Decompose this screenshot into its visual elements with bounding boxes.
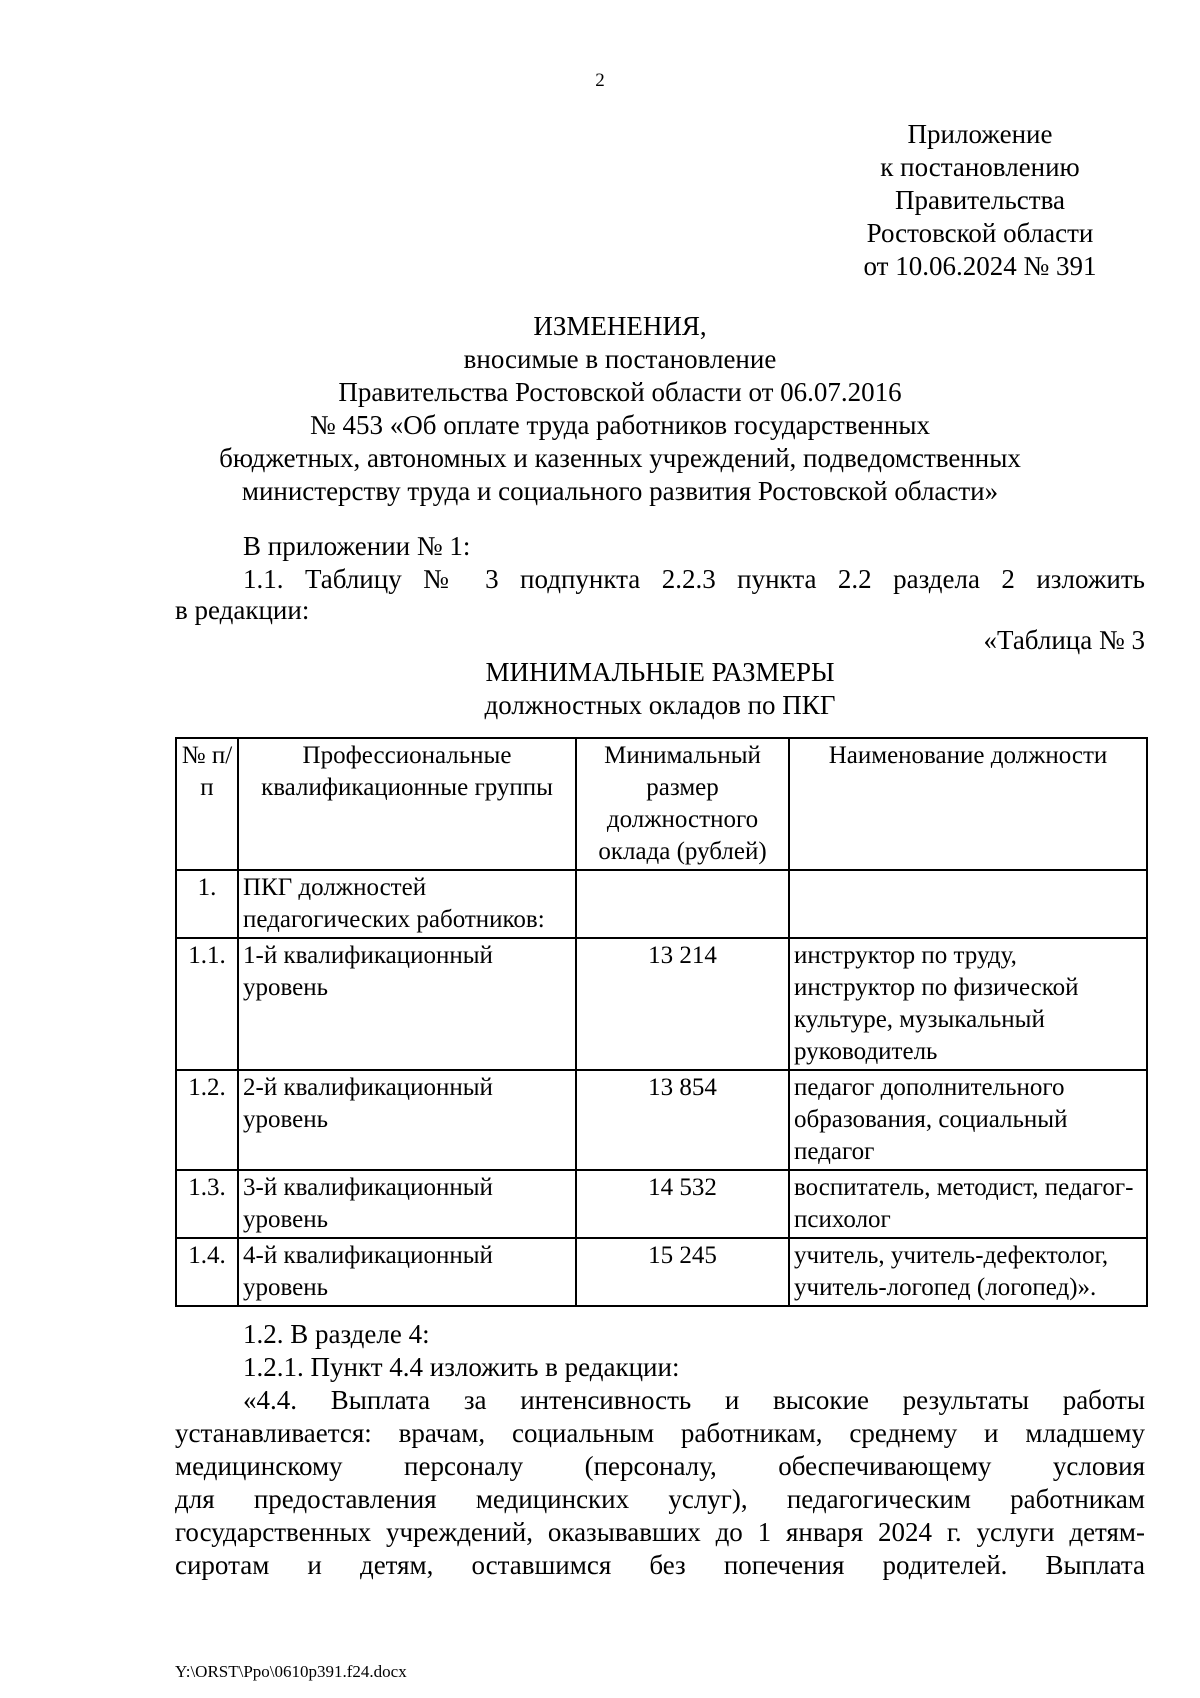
body-line: «4.4. Выплата за интенсивность и высокие результаты работы [243,1385,1145,1415]
table-header-row [176,738,1147,870]
heading-line: № 453 «Об оплате труда работников государственных [310,410,930,440]
page-number: 2 [595,70,605,91]
row-position: учитель, учитель-дефектолог, учитель-логопед (логопед)». [789,1238,1147,1306]
document-heading [170,310,1070,508]
header-position: Наименование должности [789,738,1147,870]
appendix-line: от 10.06.2024 № 391 [863,251,1097,281]
row-group: 3-й квалификационный уровень [238,1170,576,1238]
heading-line: вносимые в постановление [463,344,777,374]
appendix-line: Правительства [895,185,1065,215]
salary-table [175,737,1148,1307]
header-num: № п/п [176,738,238,870]
point-4-4-item: 1.2.1. Пункт 4.4 изложить в редакции: [243,1352,680,1382]
table-row [176,938,1147,1070]
appendix-line: Ростовской области [866,218,1094,248]
row-num: 1.2. [176,1070,238,1170]
heading-line: Правительства Ростовской области от 06.07.2016 [338,377,902,407]
row-salary: 14 532 [576,1170,789,1238]
heading-line: министерству труда и социального развития Ростовской области» [241,476,999,506]
table-title-line: МИНИМАЛЬНЫЕ РАЗМЕРЫ [485,657,835,687]
header-salary: Минимальный размер должностного оклада (рублей) [576,738,789,870]
section-4-item: 1.2. В разделе 4: [243,1319,430,1349]
table-label: «Таблица № 3 [983,625,1145,655]
row-num: 1.4. [176,1238,238,1306]
heading-title: ИЗМЕНЕНИЯ, [533,311,707,341]
appendix-line: Приложение [907,119,1053,149]
row-num: 1. [176,870,238,938]
row-group: 1-й квалификационный уровень [238,938,576,1070]
item-1-1-continuation: в редакции: [175,595,310,625]
row-position [789,870,1147,938]
table-row [176,870,1147,938]
table-subtitle-line: должностных окладов по ПКГ [484,690,836,720]
table-row [176,1070,1147,1170]
appendix-block [830,118,1130,283]
table-title [175,656,1145,722]
row-salary [576,870,789,938]
row-position: инструктор по труду, инструктор по физической культуре, музыкальный руководитель [789,938,1147,1070]
row-position: воспитатель, методист, педагог-психолог [789,1170,1147,1238]
item-1-1-line: 1.1. Таблицу № 3 подпункта 2.2.3 пункта 2.2 раздела 2 изложить [243,564,1145,594]
row-group: 2-й квалификационный уровень [238,1070,576,1170]
row-salary: 13 214 [576,938,789,1070]
appendix-line: к постановлению [880,152,1080,182]
heading-line: бюджетных, автономных и казенных учреждений, подведомственных [219,443,1021,473]
row-position: педагог дополнительного образования, социальный педагог [789,1070,1147,1170]
row-num: 1.1. [176,938,238,1070]
body-line: государственных учреждений, оказывавших до 1 января 2024 г. услуги детям- [175,1517,1145,1547]
row-group: 4-й квалификационный уровень [238,1238,576,1306]
row-salary: 13 854 [576,1070,789,1170]
table-row [176,1238,1147,1306]
body-line: устанавливается: врачам, социальным работникам, среднему и младшему [175,1418,1145,1448]
body-line: для предоставления медицинских услуг), педагогическим работникам [175,1484,1145,1514]
body-line: сиротам и детям, оставшимся без попечения родителей. Выплата [175,1550,1145,1580]
body-line: медицинскому персоналу (персоналу, обеспечивающему условия [175,1451,1145,1481]
file-path-footer: Y:\ORST\Ppo\0610p391.f24.docx [175,1662,407,1681]
row-salary: 15 245 [576,1238,789,1306]
table-row [176,1170,1147,1238]
header-group: Профессиональные квалификационные группы [238,738,576,870]
row-group: ПКГ должностей педагогических работников: [238,870,576,938]
row-num: 1.3. [176,1170,238,1238]
appendix-reference: В приложении № 1: [243,531,471,561]
